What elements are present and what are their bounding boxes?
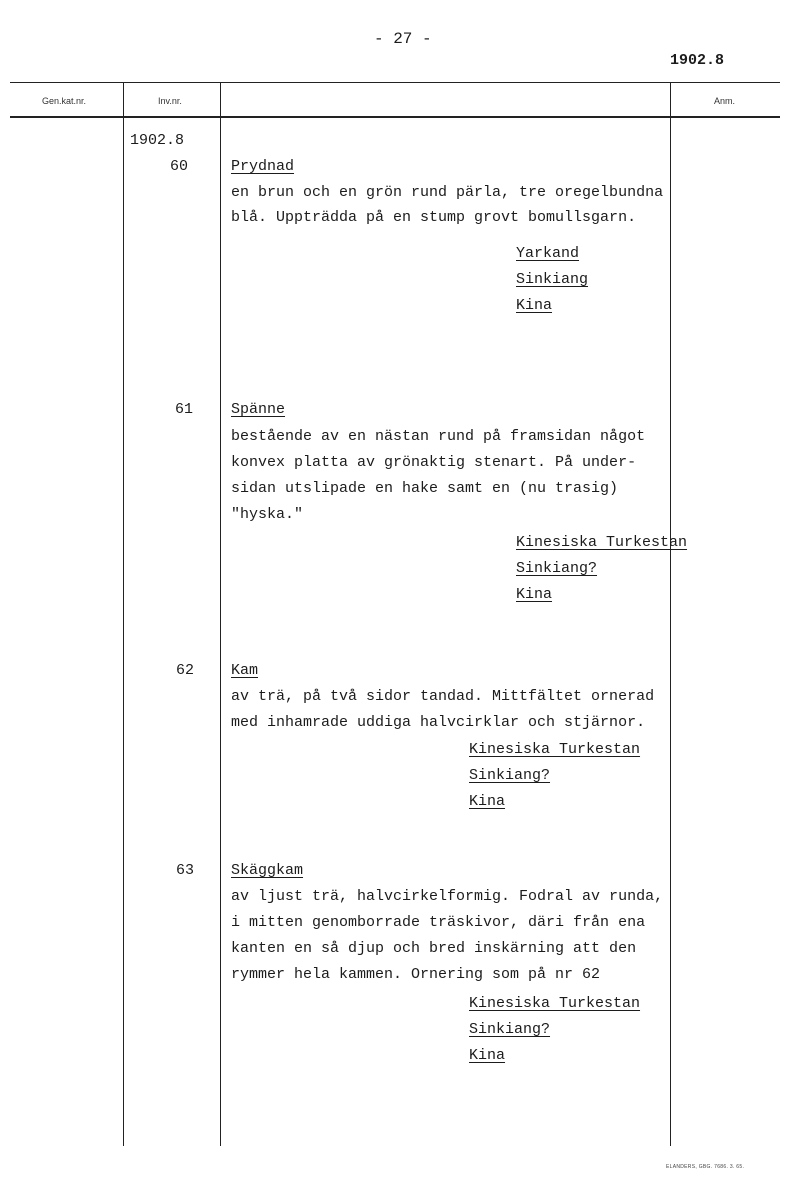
entry-title: Spänne (231, 401, 286, 418)
column-divider-2 (220, 82, 221, 1146)
column-header-gen-kat: Gen.kat.nr. (42, 96, 87, 106)
entry-number: 60 (169, 158, 188, 175)
table-top-rule (10, 82, 780, 83)
entry-location: Kina (469, 793, 506, 810)
entry-title: Skäggkam (231, 862, 304, 879)
entry-description-line: bestående av en nästan rund på framsidan något (231, 428, 646, 445)
entry-number: 63 (175, 862, 194, 879)
entry-location: Kinesiska Turkestan (516, 534, 688, 551)
entry-location: Kina (469, 1047, 506, 1064)
printer-mark: ELANDERS, GBG. 7686. 3. 65. (666, 1164, 745, 1170)
entry-description-line: kanten en så djup och bred inskärning att den (231, 940, 637, 957)
entry-description-line: med inhamrade uddiga halvcirklar och stjärnor. (231, 714, 646, 731)
entry-title: Prydnad (231, 158, 295, 175)
page-number: - 27 - (374, 30, 432, 48)
entry-description-line: av trä, på två sidor tandad. Mittfältet ornerad (231, 688, 655, 705)
catalog-reference: 1902.8 (670, 52, 725, 69)
column-divider-1 (123, 82, 124, 1146)
entry-location: Sinkiang (516, 271, 589, 288)
table-header-rule (10, 116, 780, 118)
column-divider-3 (670, 82, 671, 1146)
entry-description-line: konvex platta av grönaktig stenart. På under- (231, 454, 637, 471)
entry-location: Kina (516, 586, 553, 603)
entry-location: Yarkand (516, 245, 580, 262)
group-label: 1902.8 (130, 132, 185, 149)
entry-location: Kinesiska Turkestan (469, 995, 641, 1012)
entry-number: 61 (174, 401, 193, 418)
entry-number: 62 (175, 662, 194, 679)
entry-location: Sinkiang? (469, 767, 551, 784)
entry-description-line: blå. Uppträdda på en stump grovt bomullsgarn. (231, 209, 637, 226)
column-header-inv: Inv.nr. (158, 96, 182, 106)
entry-description-line: "hyska." (231, 506, 304, 523)
entry-description-line: av ljust trä, halvcirkelformig. Fodral av runda, (231, 888, 664, 905)
entry-location: Kina (516, 297, 553, 314)
entry-description-line: sidan utslipade en hake samt en (nu trasig) (231, 480, 619, 497)
entry-location: Sinkiang? (516, 560, 598, 577)
entry-description-line: rymmer hela kammen. Ornering som på nr 62 (231, 966, 601, 983)
entry-description-line: en brun och en grön rund pärla, tre oregelbundna (231, 184, 664, 201)
entry-title: Kam (231, 662, 259, 679)
entry-description-line: i mitten genomborrade träskivor, däri från ena (231, 914, 646, 931)
entry-location: Kinesiska Turkestan (469, 741, 641, 758)
column-header-anm: Anm. (714, 96, 736, 106)
entry-location: Sinkiang? (469, 1021, 551, 1038)
